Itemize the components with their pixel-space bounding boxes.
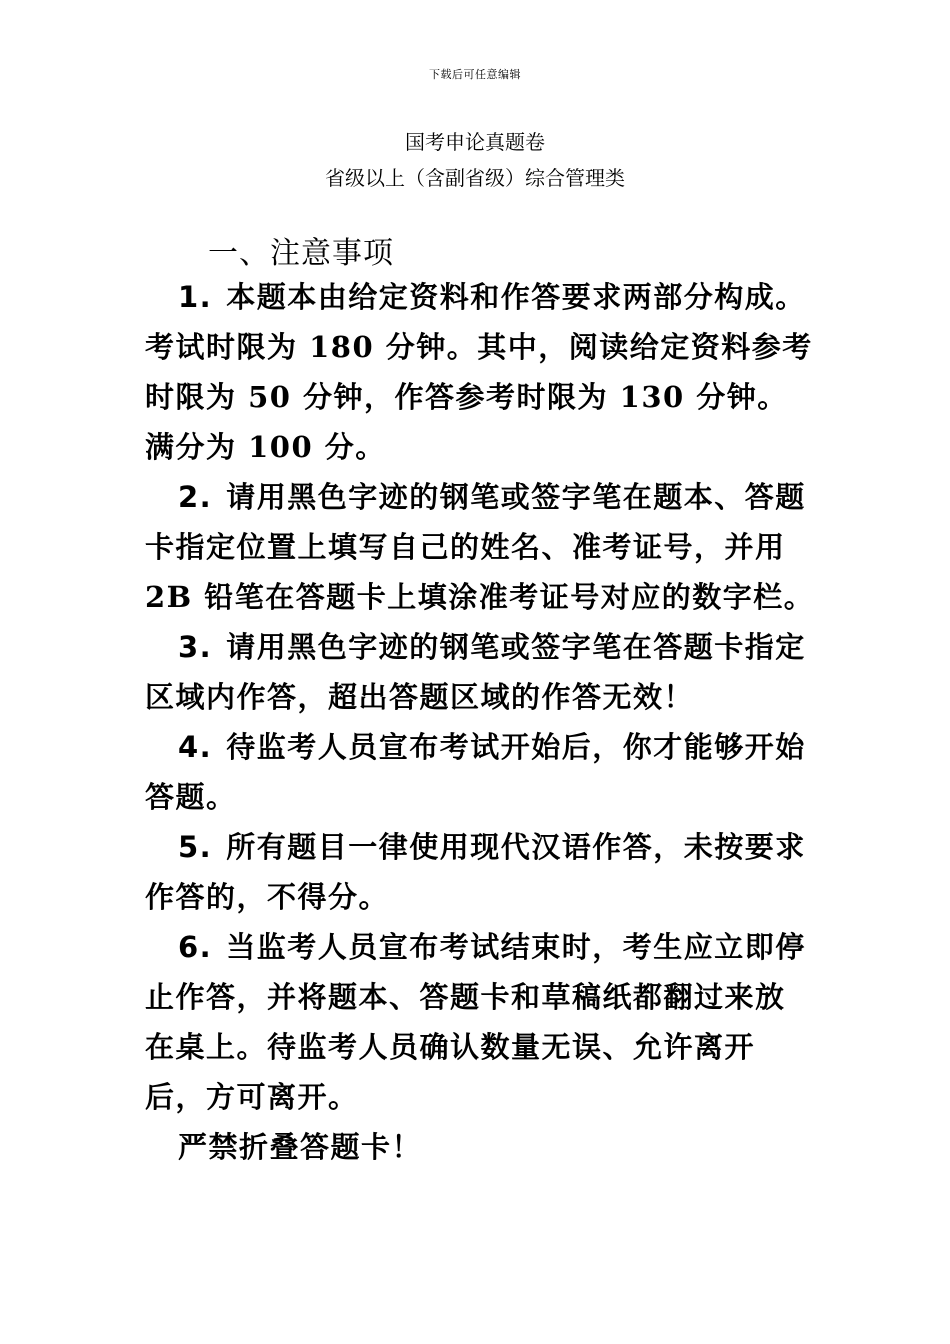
item-number: 3. xyxy=(178,630,213,664)
instructions-body xyxy=(145,272,815,1172)
document-title: 国考申论真题卷 xyxy=(405,130,545,154)
item-text: 请用黑色字迹的钢笔或签字笔在题本、答题卡指定位置上填写自己的姓名、准考证号，并用 2B 铅笔在答题卡上填涂准考证号对应的数字栏。 xyxy=(145,480,815,614)
instruction-item-4 xyxy=(145,722,815,822)
item-number: 2. xyxy=(178,480,213,514)
instruction-item-5 xyxy=(145,822,815,922)
item-number: 1. xyxy=(178,280,213,314)
section-heading: 一、注意事项 xyxy=(208,236,394,271)
instruction-item-1 xyxy=(145,272,815,472)
final-note: 严禁折叠答题卡！ xyxy=(178,1130,423,1164)
item-number: 5. xyxy=(178,830,213,864)
instruction-item-3 xyxy=(145,622,815,722)
header-note: 下载后可任意编辑 xyxy=(429,68,521,81)
item-text: 请用黑色字迹的钢笔或签字笔在答题卡指定区域内作答，超出答题区域的作答无效！ xyxy=(145,630,806,714)
item-text: 本题本由给定资料和作答要求两部分构成。考试时限为 180 分钟。其中，阅读给定资料参考时限为 50 分钟，作答参考时限为 130 分钟。满分为 100 分。 xyxy=(145,280,813,464)
document-subtitle: 省级以上（含副省级）综合管理类 xyxy=(325,166,625,190)
item-text: 所有题目一律使用现代汉语作答，未按要求作答的，不得分。 xyxy=(145,830,806,914)
item-text: 待监考人员宣布考试开始后，你才能够开始答题。 xyxy=(145,730,806,814)
instruction-item-6 xyxy=(145,922,815,1122)
instruction-item-2 xyxy=(145,472,815,622)
item-text: 当监考人员宣布考试结束时，考生应立即停止作答，并将题本、答题卡和草稿纸都翻过来放在桌上。待监考人员确认数量无误、允许离开后，方可离开。 xyxy=(145,930,806,1114)
item-number: 4. xyxy=(178,730,213,764)
item-number: 6. xyxy=(178,930,213,964)
